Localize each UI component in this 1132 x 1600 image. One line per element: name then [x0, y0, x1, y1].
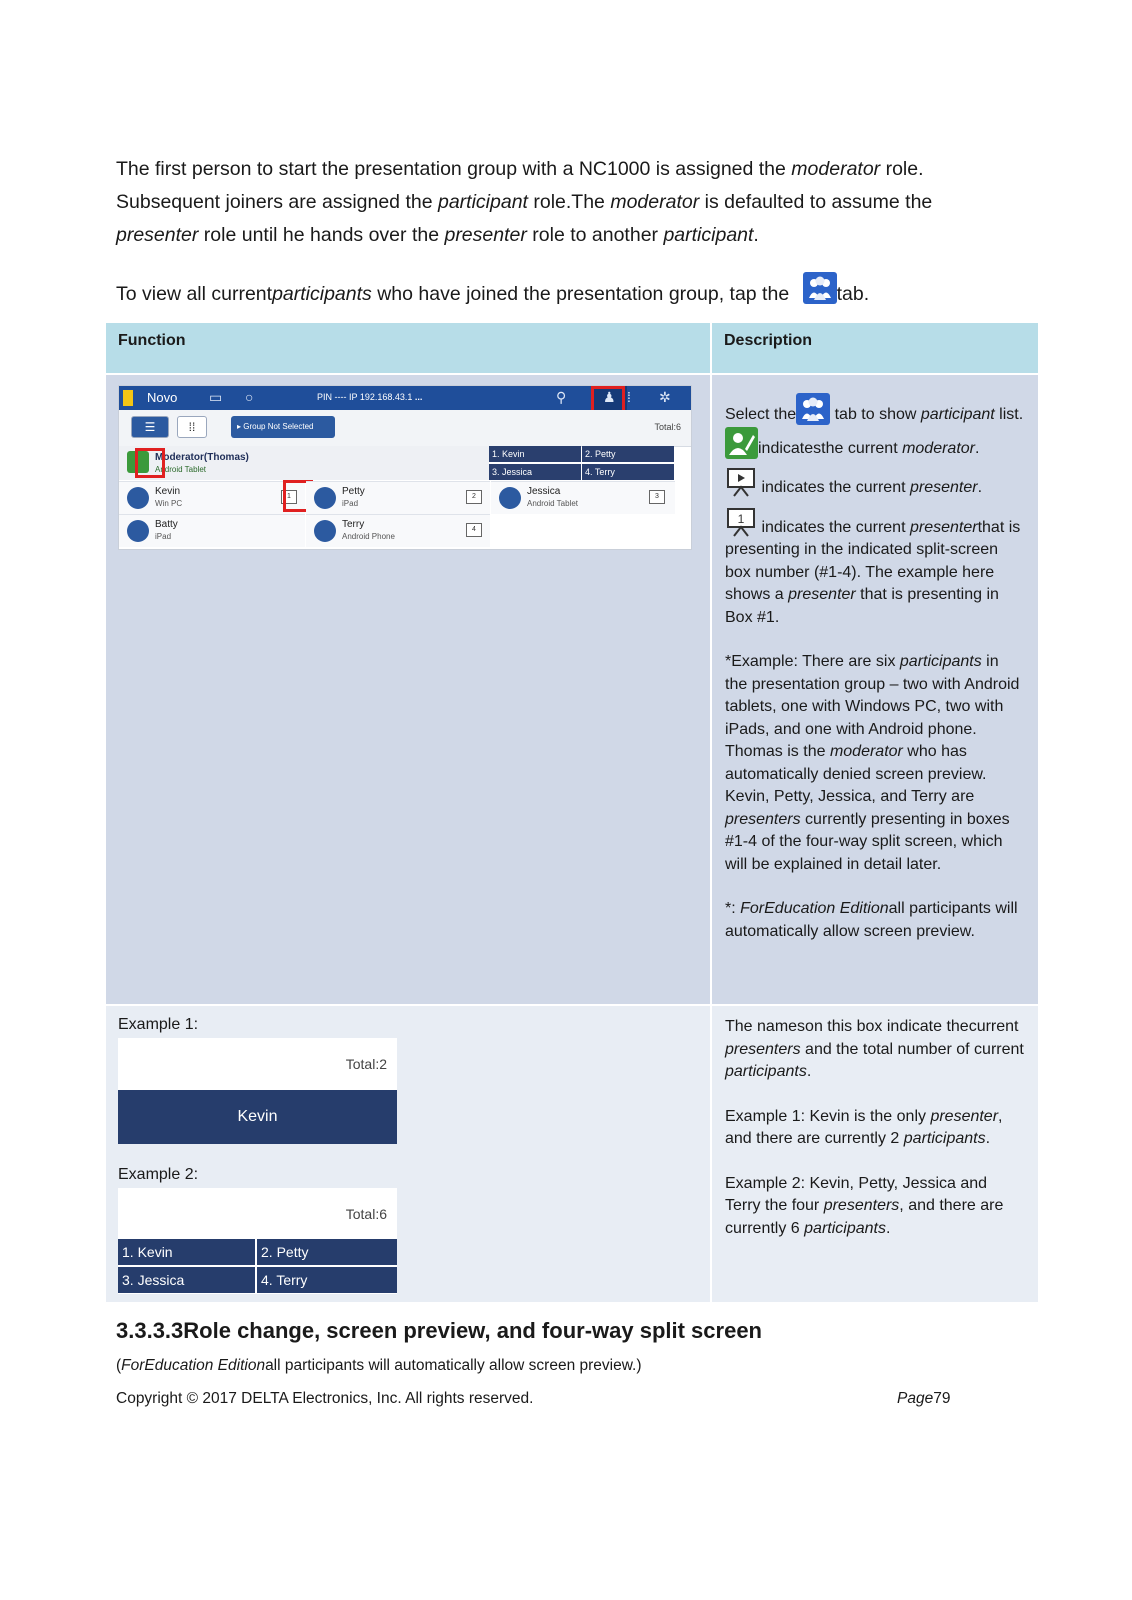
- group-select-button[interactable]: ▸ Group Not Selected: [231, 416, 335, 438]
- text: presenter: [909, 479, 978, 496]
- text: ForEducation Edition: [121, 1357, 266, 1374]
- text: that is presenting in Box #1.: [725, 586, 999, 626]
- text: role to another: [526, 224, 664, 246]
- example1-panel: [118, 1038, 397, 1144]
- app-title: Novo: [147, 390, 178, 405]
- text: *Example: There are six: [725, 653, 900, 670]
- text: indicates the current: [757, 518, 906, 536]
- participant-device: Win PC: [155, 499, 183, 508]
- header-function: [105, 322, 711, 374]
- example2-label: Example 2:: [118, 1166, 199, 1183]
- text: .: [885, 1219, 891, 1237]
- text: 79: [933, 1390, 951, 1407]
- section-note: [116, 1357, 642, 1375]
- text: The first person to start the presentation group with a NC1000 is assigned the: [116, 158, 792, 180]
- text: moderator: [610, 191, 700, 213]
- text: presenters: [725, 810, 801, 828]
- text: moderator: [791, 158, 881, 180]
- participant-cell[interactable]: [306, 514, 490, 547]
- text: presenters: [823, 1197, 900, 1214]
- avatar: [127, 487, 149, 509]
- text: role.The: [527, 191, 611, 213]
- header-description: [711, 322, 1039, 374]
- text: Function: [118, 332, 186, 349]
- text: participant: [920, 406, 995, 423]
- participants-tab-icon: [803, 272, 837, 304]
- refresh-icon[interactable]: ○: [245, 389, 254, 405]
- highlight-box: [135, 448, 165, 478]
- text: Example 1: Kevin is the only: [725, 1107, 931, 1125]
- split-cell: 3. Jessica: [118, 1267, 255, 1293]
- presenter-box-icon: 2: [466, 490, 482, 504]
- text: .: [975, 439, 980, 457]
- text: presenter: [788, 586, 856, 603]
- split-cell: 1. Kevin: [118, 1239, 255, 1265]
- text: currently presenting in boxes #1-4 of the four-way split screen, which will be explained in detail later.: [725, 810, 1010, 873]
- text: list.: [994, 406, 1024, 423]
- participants-tab-icon: [796, 393, 830, 425]
- avatar: [314, 487, 336, 509]
- text: .: [985, 1130, 991, 1147]
- grid-tab-icon[interactable]: ⁞: [627, 389, 631, 405]
- moderator-row[interactable]: [119, 446, 489, 480]
- function-description-table: [104, 321, 1040, 1304]
- text: role.: [880, 158, 924, 180]
- participant-name: Kevin: [155, 486, 181, 497]
- novo-app-screenshot: [118, 385, 692, 550]
- description-cell-examples: [711, 1005, 1039, 1303]
- text: presenter: [444, 224, 527, 246]
- text: , and there are currently 2: [725, 1107, 1003, 1147]
- participant-name: Jessica: [527, 486, 561, 497]
- text: 1: [737, 511, 745, 526]
- presenter-box-icon: 4: [466, 523, 482, 537]
- grid-view-button[interactable]: ⁞⁞: [177, 416, 207, 438]
- mini-grid-cell: 3. Jessica: [489, 464, 581, 480]
- text: and the total number of current: [800, 1040, 1024, 1058]
- split-cell: 4. Terry: [257, 1267, 397, 1293]
- description-cell-roles: [711, 374, 1039, 1005]
- text: moderator: [902, 439, 975, 457]
- participant-cell[interactable]: [306, 481, 490, 514]
- text: Description: [724, 332, 813, 349]
- novo-logo-icon: [123, 390, 133, 406]
- text: (: [116, 1357, 122, 1374]
- participant-device: iPad: [342, 499, 359, 508]
- text: ...: [414, 392, 423, 402]
- pin-ip-display: [317, 392, 422, 402]
- presenter-icon: [725, 466, 757, 498]
- text: participants: [899, 653, 982, 670]
- function-cell-examples: [105, 1005, 711, 1303]
- text: indicates the current: [761, 479, 910, 496]
- participant-cell[interactable]: [119, 514, 305, 547]
- text: Subsequent joiners are assigned the: [116, 191, 438, 213]
- text: To view all current: [116, 283, 273, 305]
- text: participants: [272, 283, 372, 305]
- text: participants: [903, 1130, 986, 1147]
- link-icon[interactable]: ⚲: [556, 389, 567, 405]
- presenter-bar: Kevin: [118, 1090, 397, 1144]
- app-toolbar: [119, 410, 691, 447]
- mini-grid-cell: 2. Petty: [582, 446, 674, 462]
- text: role until he hands over the: [198, 224, 445, 246]
- footer-page-number: [897, 1390, 950, 1408]
- total-count: Total:6: [345, 1206, 387, 1222]
- text: moderator: [829, 743, 903, 760]
- participant-cell[interactable]: [491, 481, 675, 514]
- text: who has automatically denied screen preview. Kevin, Petty, Jessica, and Terry are: [725, 743, 987, 805]
- text: tab.: [836, 283, 870, 305]
- text: PIN ---- IP 192.168.43.1: [317, 392, 413, 402]
- intro-paragraph: [116, 153, 1016, 252]
- avatar: [499, 487, 521, 509]
- gear-icon[interactable]: ✲: [659, 389, 671, 405]
- text: presenter: [116, 224, 199, 246]
- text: The nameson this box indicate thecurrent: [725, 1018, 1019, 1035]
- text: presenters: [725, 1040, 801, 1058]
- moderator-icon: [725, 427, 758, 459]
- text: all participants will automatically allow screen preview.: [725, 900, 1018, 940]
- participant-device: iPad: [155, 532, 172, 541]
- example1-label: Example 1:: [118, 1016, 199, 1033]
- text: participant: [437, 191, 528, 213]
- moderator-name: Moderator(Thomas): [155, 452, 249, 463]
- mini-grid-cell: 4. Terry: [582, 464, 674, 480]
- text: that is presenting in the indicated split-screen box number (#1-4). The example here shows a: [725, 518, 1021, 603]
- participant-name: Terry: [342, 519, 365, 530]
- presenter-box-icon: 1: [281, 490, 297, 504]
- text: ForEducation Edition: [740, 900, 889, 917]
- total-count: Total:6: [654, 422, 681, 432]
- text: , and there are currently 6: [725, 1197, 1004, 1237]
- text: participant: [663, 224, 754, 246]
- view-participants-line: [116, 272, 1016, 311]
- text: presenter: [909, 518, 978, 536]
- function-cell-app-screenshot: [105, 374, 711, 1005]
- moderator-device: Android Tablet: [155, 465, 206, 474]
- split-screen-mini-grid: [489, 446, 675, 480]
- total-count: Total:2: [345, 1056, 387, 1072]
- participants-tab-icon[interactable]: ♟: [603, 389, 616, 405]
- text: in the presentation group – two with Android tablets, one with Windows PC, two with iPads, and one with Android phone. Thomas is the: [725, 653, 1020, 760]
- text: Select the: [725, 406, 797, 423]
- participant-name: Batty: [155, 519, 178, 530]
- text: who have joined the presentation group, tap the: [371, 283, 795, 305]
- example2-panel: [118, 1188, 397, 1294]
- text: .: [753, 224, 759, 246]
- section-heading: 3.3.3.3Role change, screen preview, and four-way split screen: [116, 1318, 762, 1343]
- text: .: [806, 1063, 812, 1080]
- presenter-box-icon: [725, 506, 757, 538]
- split-cell: 2. Petty: [257, 1239, 397, 1265]
- text: .: [977, 479, 983, 496]
- text: participants: [804, 1219, 886, 1237]
- footer-copyright: Copyright © 2017 DELTA Electronics, Inc. All rights reserved.: [116, 1390, 534, 1407]
- participant-name: Petty: [342, 486, 365, 497]
- participant-device: Android Phone: [342, 532, 395, 541]
- text: all participants will automatically allow screen preview.): [265, 1357, 642, 1374]
- list-view-button[interactable]: ☰: [131, 416, 169, 438]
- avatar: [314, 520, 336, 542]
- screen-icon[interactable]: ▭: [209, 389, 223, 405]
- text: Page: [897, 1390, 934, 1407]
- text: indicatesthe current: [758, 439, 903, 457]
- presenter-box-icon: 3: [649, 490, 665, 504]
- text: is defaulted to assume the: [699, 191, 933, 213]
- text: *:: [725, 900, 741, 917]
- participant-cell[interactable]: [119, 481, 305, 514]
- text: presenter: [930, 1107, 999, 1125]
- avatar: [127, 520, 149, 542]
- participant-device: Android Tablet: [527, 499, 578, 508]
- text: Example 2: Kevin, Petty, Jessica and Terry the four: [725, 1174, 988, 1214]
- text: tab to show: [830, 406, 917, 423]
- text: participants: [725, 1063, 807, 1080]
- mini-grid-cell: 1. Kevin: [489, 446, 581, 462]
